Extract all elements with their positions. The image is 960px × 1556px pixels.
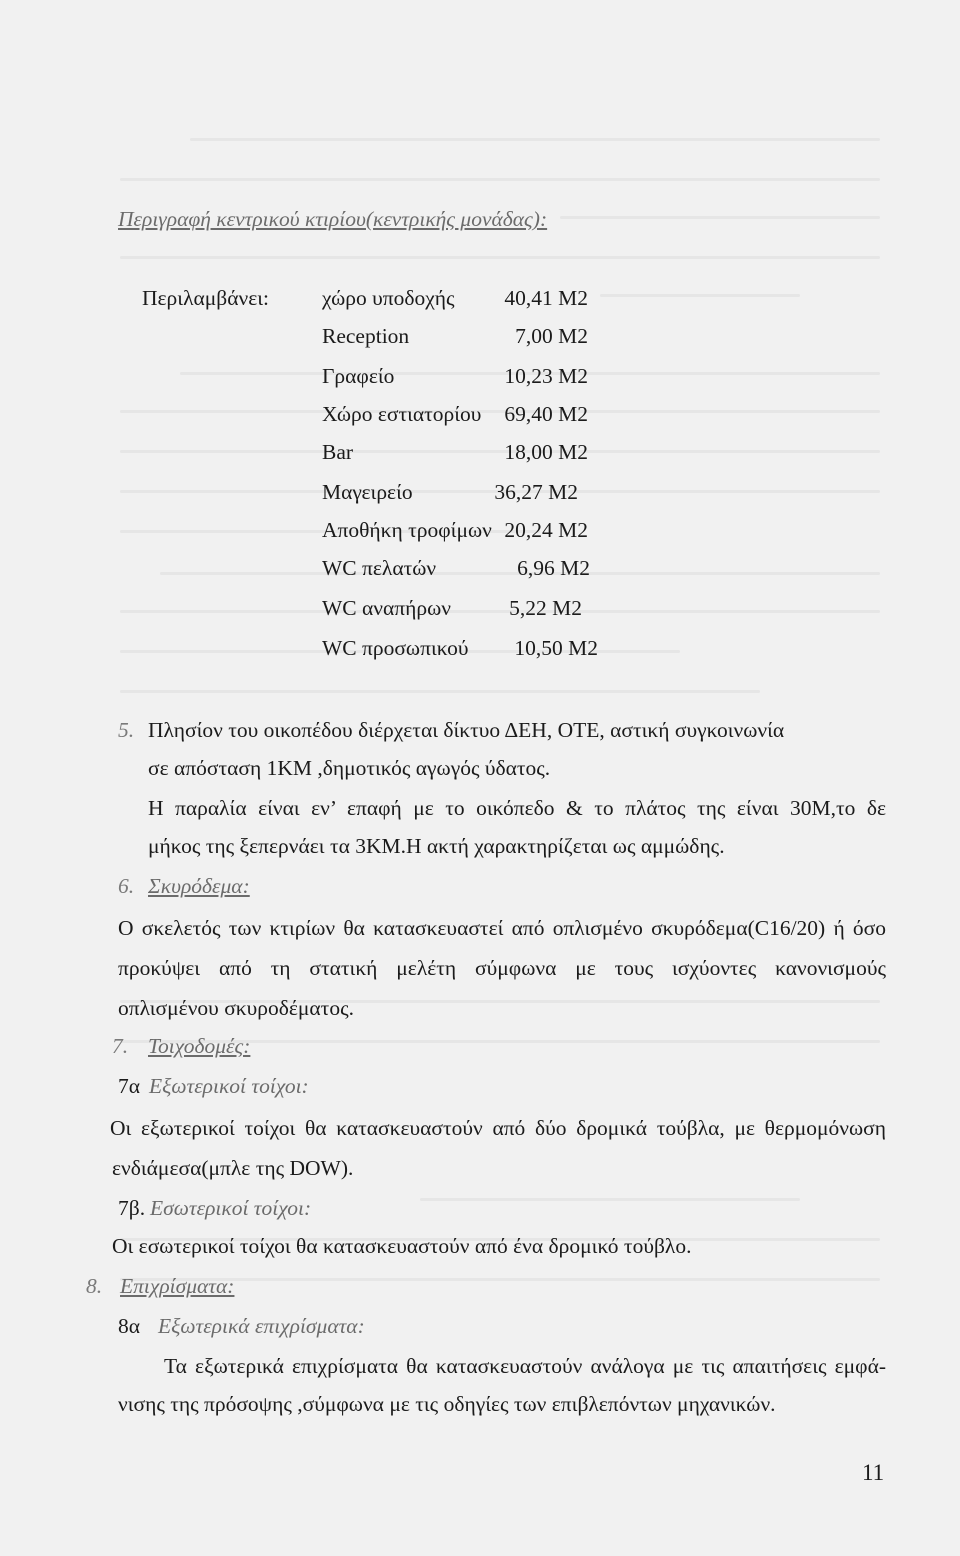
item-title: Τοιχοδομές: — [148, 1034, 251, 1058]
item-title: Επιχρίσματα: — [120, 1274, 235, 1298]
paragraph-line: Οι εσωτερικοί τοίχοι θα κατασκευαστούν από ένα δρομικό τούβλο. — [112, 1234, 692, 1258]
area-row — [322, 402, 588, 430]
item-title: Σκυρόδεμα: — [148, 874, 250, 898]
paragraph-line: Ο σκελετός των κτιρίων θα κατασκευαστεί από οπλισμένο σκυρόδεμα(C16/20) ή όσο — [118, 916, 886, 940]
sub-item-title: Εσωτερικοί τοίχοι: — [150, 1196, 312, 1220]
area-row — [322, 636, 598, 664]
area-value: 18,00 Μ2 — [504, 440, 588, 464]
area-name: χώρο υποδοχής — [322, 286, 455, 310]
area-name: Αποθήκη τροφίμων — [322, 518, 492, 542]
area-value: 5,22 Μ2 — [509, 596, 582, 620]
area-row — [322, 518, 588, 546]
area-value: 20,24 Μ2 — [504, 518, 588, 542]
area-value: 36,27 Μ2 — [494, 480, 578, 504]
area-name: WC προσωπικού — [322, 636, 469, 660]
sub-item-label: 7α — [118, 1074, 141, 1098]
area-row — [322, 556, 590, 584]
item-number: 6. — [118, 874, 135, 898]
area-name: Γραφείο — [322, 364, 395, 388]
area-name: Bar — [322, 440, 354, 464]
includes-label: Περιλαμβάνει: — [142, 286, 269, 310]
area-row — [322, 596, 582, 624]
paragraph-line: σε απόσταση 1ΚΜ ,δημοτικός αγωγός ύδατος. — [148, 756, 551, 780]
area-value: 7,00 Μ2 — [515, 324, 588, 348]
area-row — [322, 286, 588, 314]
paragraph-line: Πλησίον του οικοπέδου διέρχεται δίκτυο ΔΕΗ, ΟΤΕ, αστική συγκοινωνία — [148, 718, 785, 742]
paragraph-line: Οι εξωτερικοί τοίχοι θα κατασκευαστούν από δύο δρομικά τούβλα, με θερμομόνωση — [110, 1116, 886, 1140]
sub-item-title: Εξωτερικά επιχρίσματα: — [158, 1314, 365, 1338]
area-value: 10,23 Μ2 — [504, 364, 588, 388]
paragraph-line: ενδιάμεσα(μπλε της DOW). — [112, 1156, 354, 1180]
sub-item-label: 7β. — [118, 1196, 146, 1220]
sub-item-title: Εξωτερικοί τοίχοι: — [149, 1074, 309, 1098]
area-value: 40,41 Μ2 — [504, 286, 588, 310]
area-name: Μαγειρείο — [322, 480, 413, 504]
area-row — [322, 364, 588, 392]
paragraph-line: Η παραλία είναι εν’ επαφή με το οικόπεδο & το πλάτος της είναι 30Μ,το δε — [148, 796, 886, 820]
paragraph-line: μήκος της ξεπερνάει τα 3ΚΜ.Η ακτή χαρακτηρίζεται ως αμμώδης. — [148, 834, 725, 858]
area-name: Reception — [322, 324, 410, 348]
item-number: 7. — [112, 1034, 129, 1058]
area-value: 10,50 Μ2 — [514, 636, 598, 660]
item-number: 5. — [118, 718, 135, 742]
area-name: Χώρο εστιατορίου — [322, 402, 482, 426]
paragraph-line: νισης της πρόσοψης ,σύμφωνα με τις οδηγίες των επιβλεπόντων μηχανικών. — [118, 1392, 776, 1416]
area-row — [322, 440, 588, 468]
item-number: 8. — [86, 1274, 103, 1298]
paragraph-line: οπλισμένου σκυροδέματος. — [118, 996, 354, 1020]
section-heading: Περιγραφή κεντρικού κτιρίου(κεντρικής μονάδας): — [118, 207, 548, 231]
area-value: 69,40 Μ2 — [504, 402, 588, 426]
area-name: WC αναπήρων — [322, 596, 451, 620]
page-number: 11 — [862, 1460, 885, 1485]
area-row — [322, 324, 588, 352]
paragraph-line: προκύψει από τη στατική μελέτη σύμφωνα με τους ισχύοντες κανονισμούς — [118, 956, 886, 980]
area-value: 6,96 Μ2 — [517, 556, 590, 580]
area-row — [322, 480, 578, 508]
paragraph-line: Τα εξωτερικά επιχρίσματα θα κατασκευαστούν ανάλογα με τις απαιτήσεις εμφά- — [164, 1354, 886, 1378]
sub-item-label: 8α — [118, 1314, 141, 1338]
area-name: WC πελατών — [322, 556, 437, 580]
